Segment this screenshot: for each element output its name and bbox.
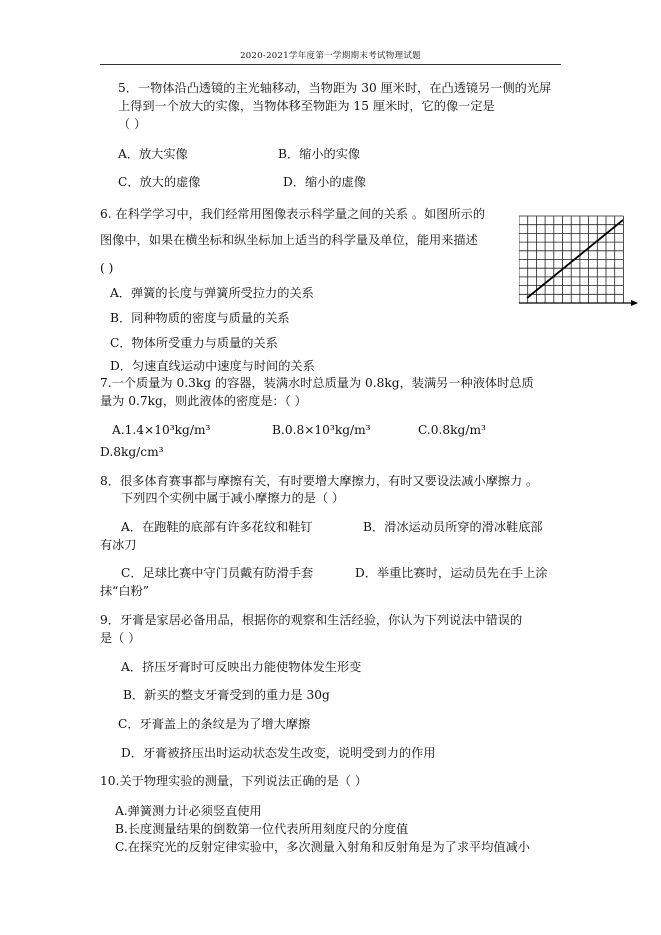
q6-option-c: C．物体所受重力与质量的关系	[110, 336, 278, 350]
q7-option-d: D.8kg/cm³	[100, 445, 164, 459]
q6-option-d: D．匀速直线运动中速度与时间的关系	[110, 359, 315, 373]
q9-option-b: B．新买的整支牙膏受到的重力是 30g	[123, 688, 330, 702]
q10-option-b: B.长度测量结果的倒数第一位代表所用刻度尺的分度值	[115, 822, 409, 836]
q6-option-a: A．弹簧的长度与弹簧所受拉力的关系	[110, 286, 314, 300]
q8-line1: 8．很多体育赛事都与摩擦有关，有时要增大摩擦力，有时又要设法减小摩擦力 。	[100, 474, 539, 488]
q7-option-c: C.0.8kg/m³	[418, 423, 486, 437]
graph-diagonal-line	[527, 220, 623, 298]
q8-option-d: D．举重比赛时，运动员先在手上涂	[355, 566, 548, 580]
graph-grid	[519, 216, 623, 303]
q8-option-b: B．滑冰运动员所穿的滑冰鞋底部	[363, 520, 543, 534]
q6-line2: 图像中，如果在横坐标和纵坐标加上适当的科学量及单位，能用来描述	[100, 233, 478, 247]
q7-option-b: B.0.8×10³kg/m³	[272, 423, 371, 437]
q6-line1: 6. 在科学学习中，我们经常用图像表示科学量之间的关系 。如图所示的	[100, 207, 486, 221]
q7-option-a: A.1.4×10³kg/m³	[112, 423, 211, 437]
q7-line1: 7.一个质量为 0.3kg 的容器，装满水时总质量为 0.8kg，装满另一种液体时总质	[100, 376, 534, 390]
page-header: 2020-2021学年度第一学期期末考试物理试题	[100, 49, 561, 65]
q5-answer-blank: （ ）	[118, 117, 147, 131]
q9-option-d: D．牙膏被挤压出时运动状态发生改变，说明受到力的作用	[121, 746, 436, 760]
q8-option-d-cont: 抹“白粉”	[100, 584, 150, 598]
q9-line1: 9．牙膏是家居必备用品，根据你的观察和生活经验，你认为下列说法中错误的	[100, 613, 523, 627]
q5-line1: 5．一物体沿凸透镜的主光轴移动，当物距为 30 厘米时，在凸透镜另一侧的光屏	[118, 81, 552, 95]
q8-option-b-cont: 有冰刀	[100, 538, 137, 552]
q10-option-c: C.在探究光的反射定律实验中，多次测量入射角和反射角是为了求平均值减小	[115, 840, 530, 854]
q6-answer-blank: ( )	[100, 261, 114, 275]
q5-option-a: A．放大实像	[118, 147, 188, 161]
q6-option-b: B．同种物质的密度与质量的关系	[110, 311, 290, 325]
q7-line2: 量为 0.7kg，则此液体的密度是：（ ）	[100, 394, 307, 408]
q5-line2: 上得到一个放大的实像，当物体移至物距为 15 厘米时，它的像一定是	[118, 99, 495, 113]
x-axis-arrow-icon	[631, 300, 638, 306]
q6-graph-figure	[519, 214, 639, 306]
q5-option-b: B．缩小的实像	[278, 147, 361, 161]
q9-option-a: A．挤压牙膏时可反映出力能使物体发生形变	[121, 660, 362, 674]
q10-option-a: A.弹簧测力计必须竖直使用	[115, 804, 262, 818]
q5-option-c: C．放大的虚像	[118, 175, 201, 189]
q8-line2: 下列四个实例中属于减小摩擦力的是（ ）	[121, 491, 345, 505]
q5-option-d: D．缩小的虚像	[283, 175, 366, 189]
q8-option-a: A．在跑鞋的底部有许多花纹和鞋钉	[121, 520, 313, 534]
q10-line1: 10.关于物理实验的测量，下列说法正确的是（ ）	[100, 774, 368, 788]
q9-line2: 是（ ）	[100, 631, 141, 645]
q8-option-c: C．足球比赛中守门员戴有防滑手套	[121, 566, 314, 580]
q9-option-c: C．牙膏盖上的条纹是为了增大摩擦	[118, 717, 311, 731]
